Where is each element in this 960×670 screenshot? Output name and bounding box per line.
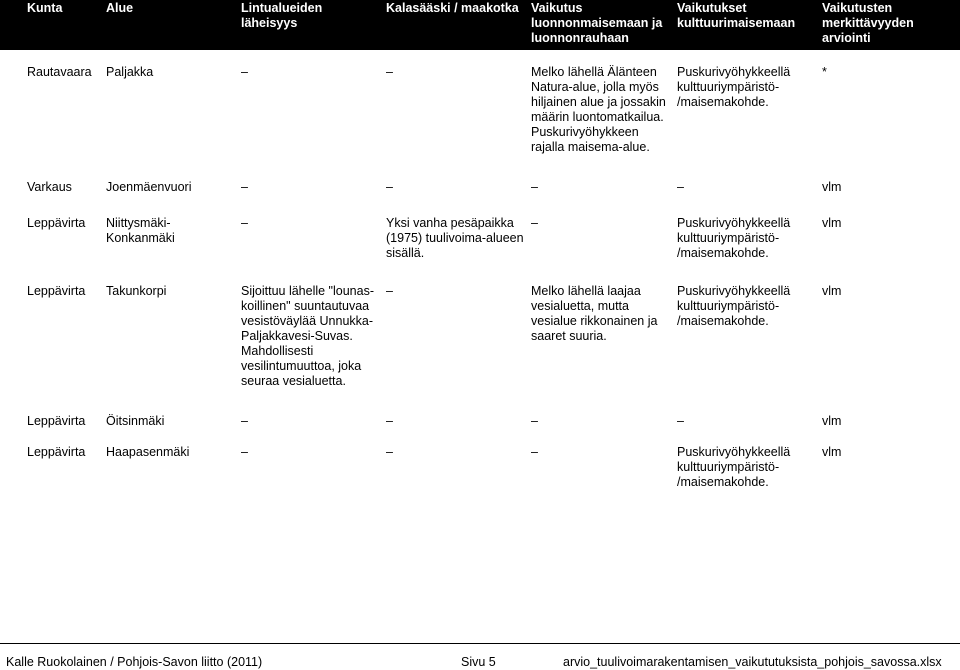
cell-luonto: Melko lähellä laajaa vesialuetta, mutta vesialue rikkonainen ja saaret suuria. <box>531 284 658 343</box>
header-kalasaaski: Kalasääski / maakotka <box>386 1 519 15</box>
cell-kulttuuri: Puskurivyöhykkeellä kulttuuriympäristö- /maisemakohde. <box>677 445 791 489</box>
header-kunta: Kunta <box>27 1 63 15</box>
cell-kulttuuri: Puskurivyöhykkeellä kulttuuriympäristö- /maisemakohde. <box>677 65 791 109</box>
cell-kunta: Leppävirta <box>27 414 86 428</box>
header-merkittavyys: Vaikutusten merkittävyyden arviointi <box>822 1 914 45</box>
cell-alue: Takunkorpi <box>106 284 167 298</box>
footer-divider <box>0 643 960 644</box>
cell-alue: Haapasenmäki <box>106 445 190 459</box>
cell-kala: – <box>386 180 393 194</box>
cell-merkitys: vlm <box>822 284 842 298</box>
header-alue: Alue <box>106 1 134 15</box>
cell-alue: Paljakka <box>106 65 154 79</box>
footer-author: Kalle Ruokolainen / Pohjois-Savon liitto (2011) <box>6 655 263 669</box>
footer-filename: arvio_tuulivoimarakentamisen_vaikututuksista_pohjois_savossa.xlsx <box>563 655 942 669</box>
cell-merkitys: vlm <box>822 445 842 459</box>
cell-merkitys: * <box>822 65 827 79</box>
cell-merkitys: vlm <box>822 180 842 194</box>
table-header <box>0 0 960 50</box>
cell-kunta: Leppävirta <box>27 284 86 298</box>
cell-luonto: – <box>531 180 538 194</box>
cell-lintu: – <box>241 65 248 79</box>
cell-kulttuuri: – <box>677 180 684 194</box>
cell-kunta: Rautavaara <box>27 65 92 79</box>
cell-kulttuuri: Puskurivyöhykkeellä kulttuuriympäristö- /maisemakohde. <box>677 216 791 260</box>
cell-kunta: Leppävirta <box>27 445 86 459</box>
cell-lintu: – <box>241 180 248 194</box>
cell-lintu: – <box>241 414 248 428</box>
cell-kunta: Varkaus <box>27 180 72 194</box>
header-luontovaikutus: Vaikutus luonnonmaisemaan ja luonnonrauhaan <box>531 1 663 45</box>
cell-kunta: Leppävirta <box>27 216 86 230</box>
footer-page-number: Sivu 5 <box>461 655 496 669</box>
cell-lintu: Sijoittuu lähelle "lounas- koillinen" suuntautuvaa vesistöväylää Unnukka- Paljakkavesi-Suvas. Mahdollisesti vesilintumuuttoa, joka seuraa vesialuetta. <box>241 284 374 388</box>
header-kulttuurivaikutus: Vaikutukset kulttuurimaisemaan <box>677 1 796 30</box>
cell-lintu: – <box>241 216 248 230</box>
cell-kala: – <box>386 445 393 459</box>
cell-luonto: Melko lähellä Älänteen Natura-alue, jolla myös hiljainen alue ja jossakin määrin luontomatkailua. Puskurivyöhykkeen rajalla maisema-alue. <box>531 65 666 154</box>
cell-lintu: – <box>241 445 248 459</box>
cell-kala: Yksi vanha pesäpaikka (1975) tuulivoima-alueen sisällä. <box>386 216 524 260</box>
cell-kulttuuri: Puskurivyöhykkeellä kulttuuriympäristö- /maisemakohde. <box>677 284 791 328</box>
header-lintualueet: Lintualueiden läheisyys <box>241 1 323 30</box>
cell-alue: Joenmäenvuori <box>106 180 192 194</box>
cell-luonto: – <box>531 414 538 428</box>
cell-kala: – <box>386 284 393 298</box>
cell-kulttuuri: – <box>677 414 684 428</box>
cell-merkitys: vlm <box>822 216 842 230</box>
cell-alue: Öitsinmäki <box>106 414 165 428</box>
cell-kala: – <box>386 65 393 79</box>
cell-luonto: – <box>531 216 538 230</box>
cell-alue: Niittysmäki- Konkanmäki <box>106 216 175 245</box>
cell-luonto: – <box>531 445 538 459</box>
cell-kala: – <box>386 414 393 428</box>
cell-merkitys: vlm <box>822 414 842 428</box>
